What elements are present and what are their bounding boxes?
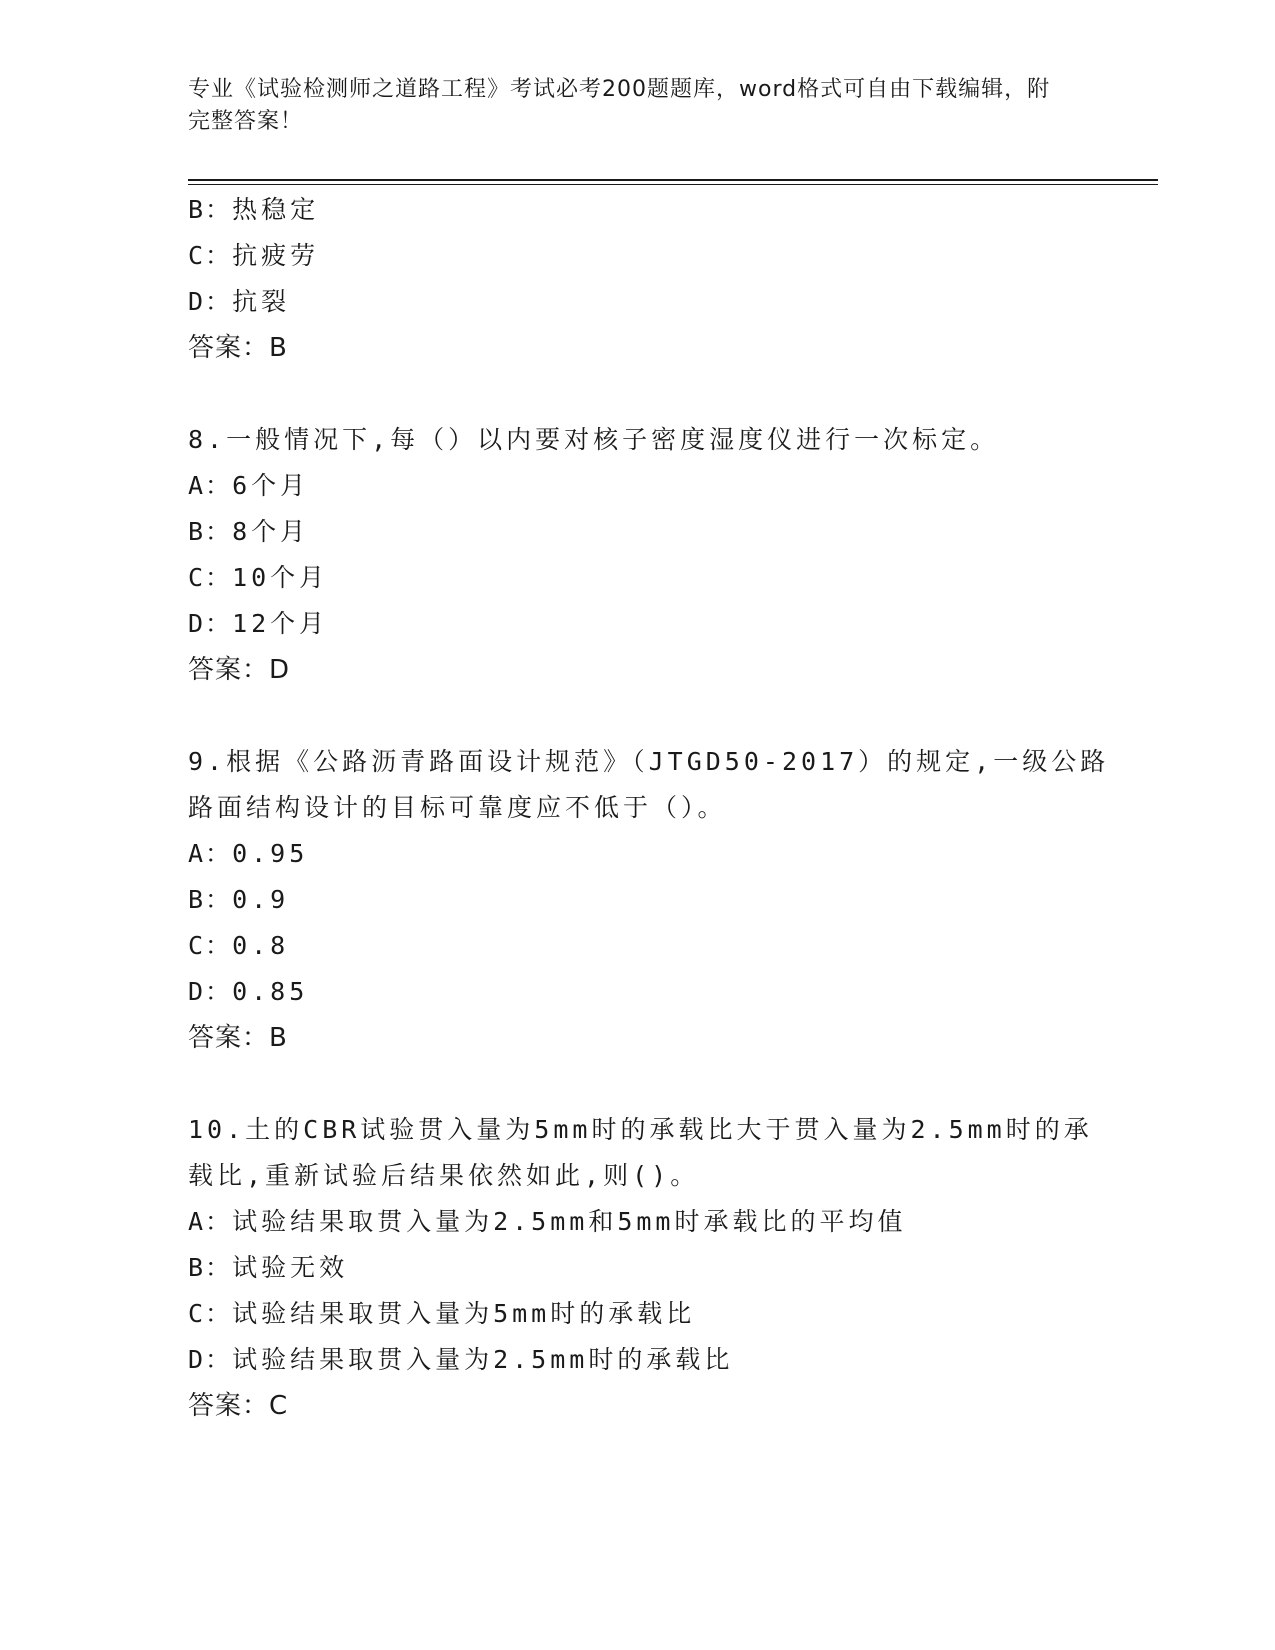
answer-line: 答案：C — [188, 1391, 289, 1421]
option-a: A：0.95 — [188, 839, 309, 868]
question-8 — [188, 417, 1088, 693]
header-divider-thin — [188, 184, 1158, 185]
question-stem-continued: 路面结构设计的目标可靠度应不低于（）。 — [188, 793, 727, 822]
question-list — [188, 187, 1110, 1429]
option-b: B：8个月 — [188, 517, 310, 546]
option-c: C：0.8 — [188, 931, 290, 960]
option-b: B：0.9 — [188, 885, 290, 914]
option-b: B：热稳定 — [188, 195, 320, 224]
carryover-question — [188, 187, 1088, 371]
question-stem: 8.一般情况下,每（）以内要对核子密度湿度仪进行一次标定。 — [188, 425, 1000, 454]
option-d: D：抗裂 — [188, 287, 291, 316]
answer-line: 答案：D — [188, 655, 291, 685]
option-d: D：试验结果取贯入量为2.5mm时的承载比 — [188, 1345, 734, 1374]
question-10 — [188, 1107, 1093, 1429]
question-9 — [188, 739, 1110, 1061]
answer-line: 答案：B — [188, 1023, 288, 1053]
option-a: A：6个月 — [188, 471, 310, 500]
answer-line: 答案：B — [188, 333, 288, 363]
option-c: C：抗疲劳 — [188, 241, 320, 270]
option-a: A：试验结果取贯入量为2.5mm和5mm时承载比的平均值 — [188, 1207, 907, 1236]
option-c: C：试验结果取贯入量为5mm时的承载比 — [188, 1299, 696, 1328]
option-d: D：12个月 — [188, 609, 329, 638]
question-stem: 10.土的CBR试验贯入量为5mm时的承载比大于贯入量为2.5mm时的承 — [188, 1115, 1093, 1144]
option-b: B：试验无效 — [188, 1253, 349, 1282]
question-stem-continued: 载比,重新试验后结果依然如此,则()。 — [188, 1161, 700, 1190]
option-d: D：0.85 — [188, 977, 309, 1006]
header-divider — [188, 179, 1158, 181]
question-stem: 9.根据《公路沥青路面设计规范》（JTGD50-2017）的规定,一级公路 — [188, 747, 1110, 776]
page-header: 专业《试验检测师之道路工程》考试必考200题题库，word格式可自由下载编辑，附完整答案！ — [188, 77, 1051, 134]
option-c: C：10个月 — [188, 563, 329, 592]
